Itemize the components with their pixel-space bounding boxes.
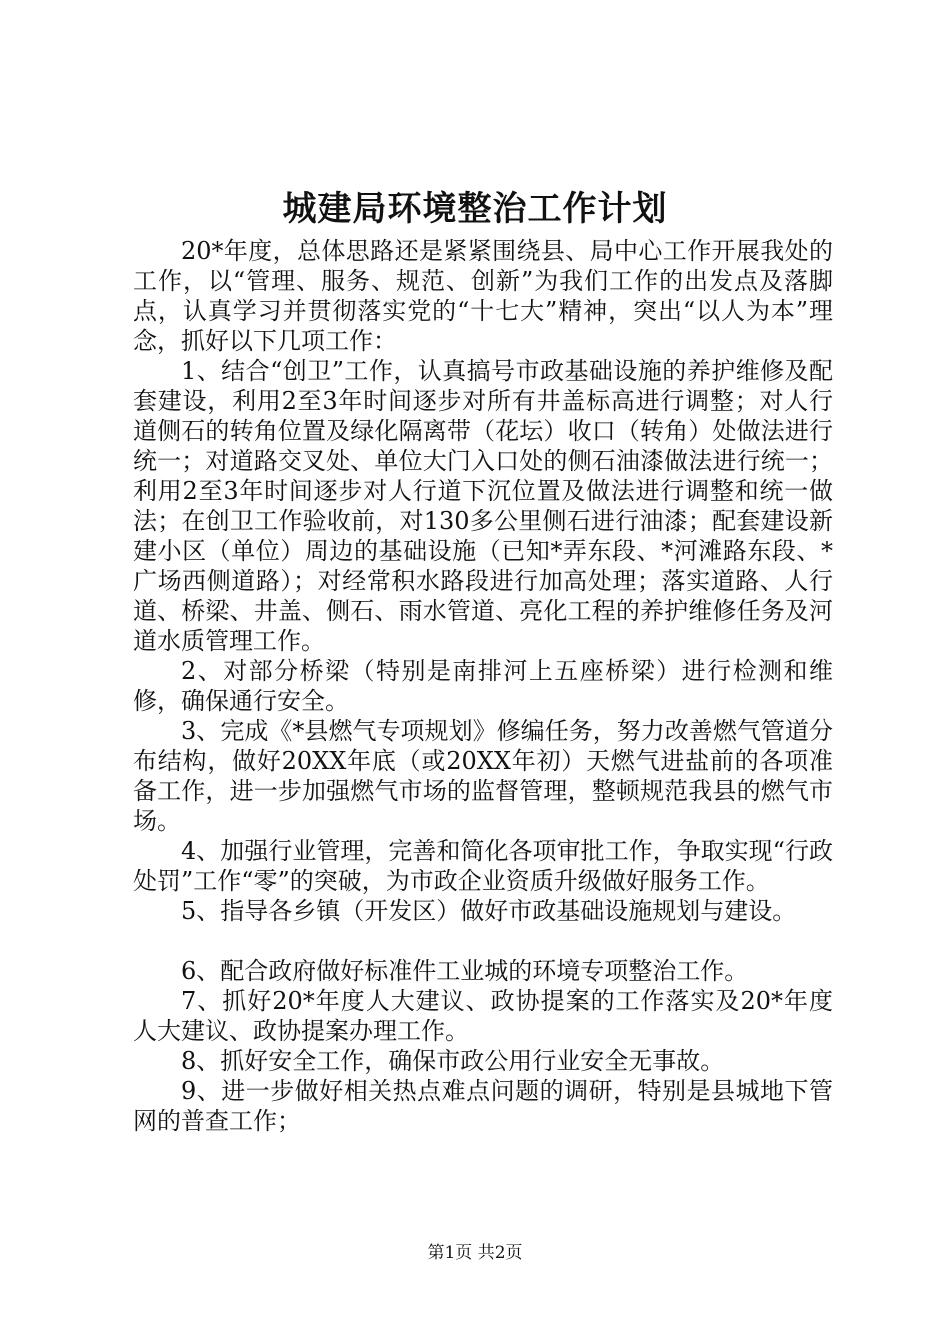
intro-paragraph: 20*年度，总体思路还是紧紧围绕县、局中心工作开展我处的工作，以“管理、服务、规范、创新”为我们工作的出发点及落脚点，认真学习并贯彻落实党的“十七大”精神，突出“以人为本”理念，抓好以下几项工作： bbox=[133, 237, 833, 355]
item-2-paragraph: 2、对部分桥梁（特别是南排河上五座桥梁）进行检测和维修，确保通行安全。 bbox=[133, 657, 833, 715]
item-4-paragraph: 4、加强行业管理，完善和简化各项审批工作，争取实现“行政处罚”工作“零”的突破，为市政企业资质升级做好服务工作。 bbox=[133, 837, 833, 895]
item-9-paragraph: 9、进一步做好相关热点难点问题的调研，特别是县城地下管网的普查工作； bbox=[133, 1077, 833, 1135]
document-body bbox=[133, 236, 833, 1136]
item-5-paragraph: 5、指导各乡镇（开发区）做好市政基础设施规划与建设。 bbox=[181, 897, 797, 925]
item-7-paragraph: 7、抓好20*年度人大建议、政协提案的工作落实及20*年度人大建议、政协提案办理工作。 bbox=[133, 987, 833, 1045]
item-1-paragraph: 1、结合“创卫”工作，认真搞号市政基础设施的养护维修及配套建设，利用2至3年时间逐步对所有井盖标高进行调整；对人行道侧石的转角位置及绿化隔离带（花坛）收口（转角）处做法进行统一；对道路交叉处、单位大门入口处的侧石油漆做法进行统一；利用2至3年时间逐步对人行道下沉位置及做法进行调整和统一做法；在创卫工作验收前，对130多公里侧石进行油漆；配套建设新建小区（单位）周边的基础设施（已知*弄东段、*河滩路东段、*广场西侧道路）；对经常积水路段进行加高处理；落实道路、人行道、桥梁、井盖、侧石、雨水管道、亮化工程的养护维修任务及河道水质管理工作。 bbox=[133, 357, 833, 655]
paragraph-spacer bbox=[133, 926, 833, 956]
item-8-paragraph: 8、抓好安全工作，确保市政公用行业安全无事故。 bbox=[181, 1047, 725, 1075]
item-3-paragraph: 3、完成《*县燃气专项规划》修编任务，努力改善燃气管道分布结构，做好20XX年底（或20XX年初）天燃气进盐前的各项准备工作，进一步加强燃气市场的监督管理，整顿规范我县的燃气市场。 bbox=[133, 717, 833, 835]
document-title: 城建局环境整治工作计划 bbox=[282, 189, 668, 229]
page-footer: 第1页 共2页 bbox=[427, 1243, 523, 1263]
item-6-paragraph: 6、配合政府做好标准件工业城的环境专项整治工作。 bbox=[181, 957, 749, 985]
